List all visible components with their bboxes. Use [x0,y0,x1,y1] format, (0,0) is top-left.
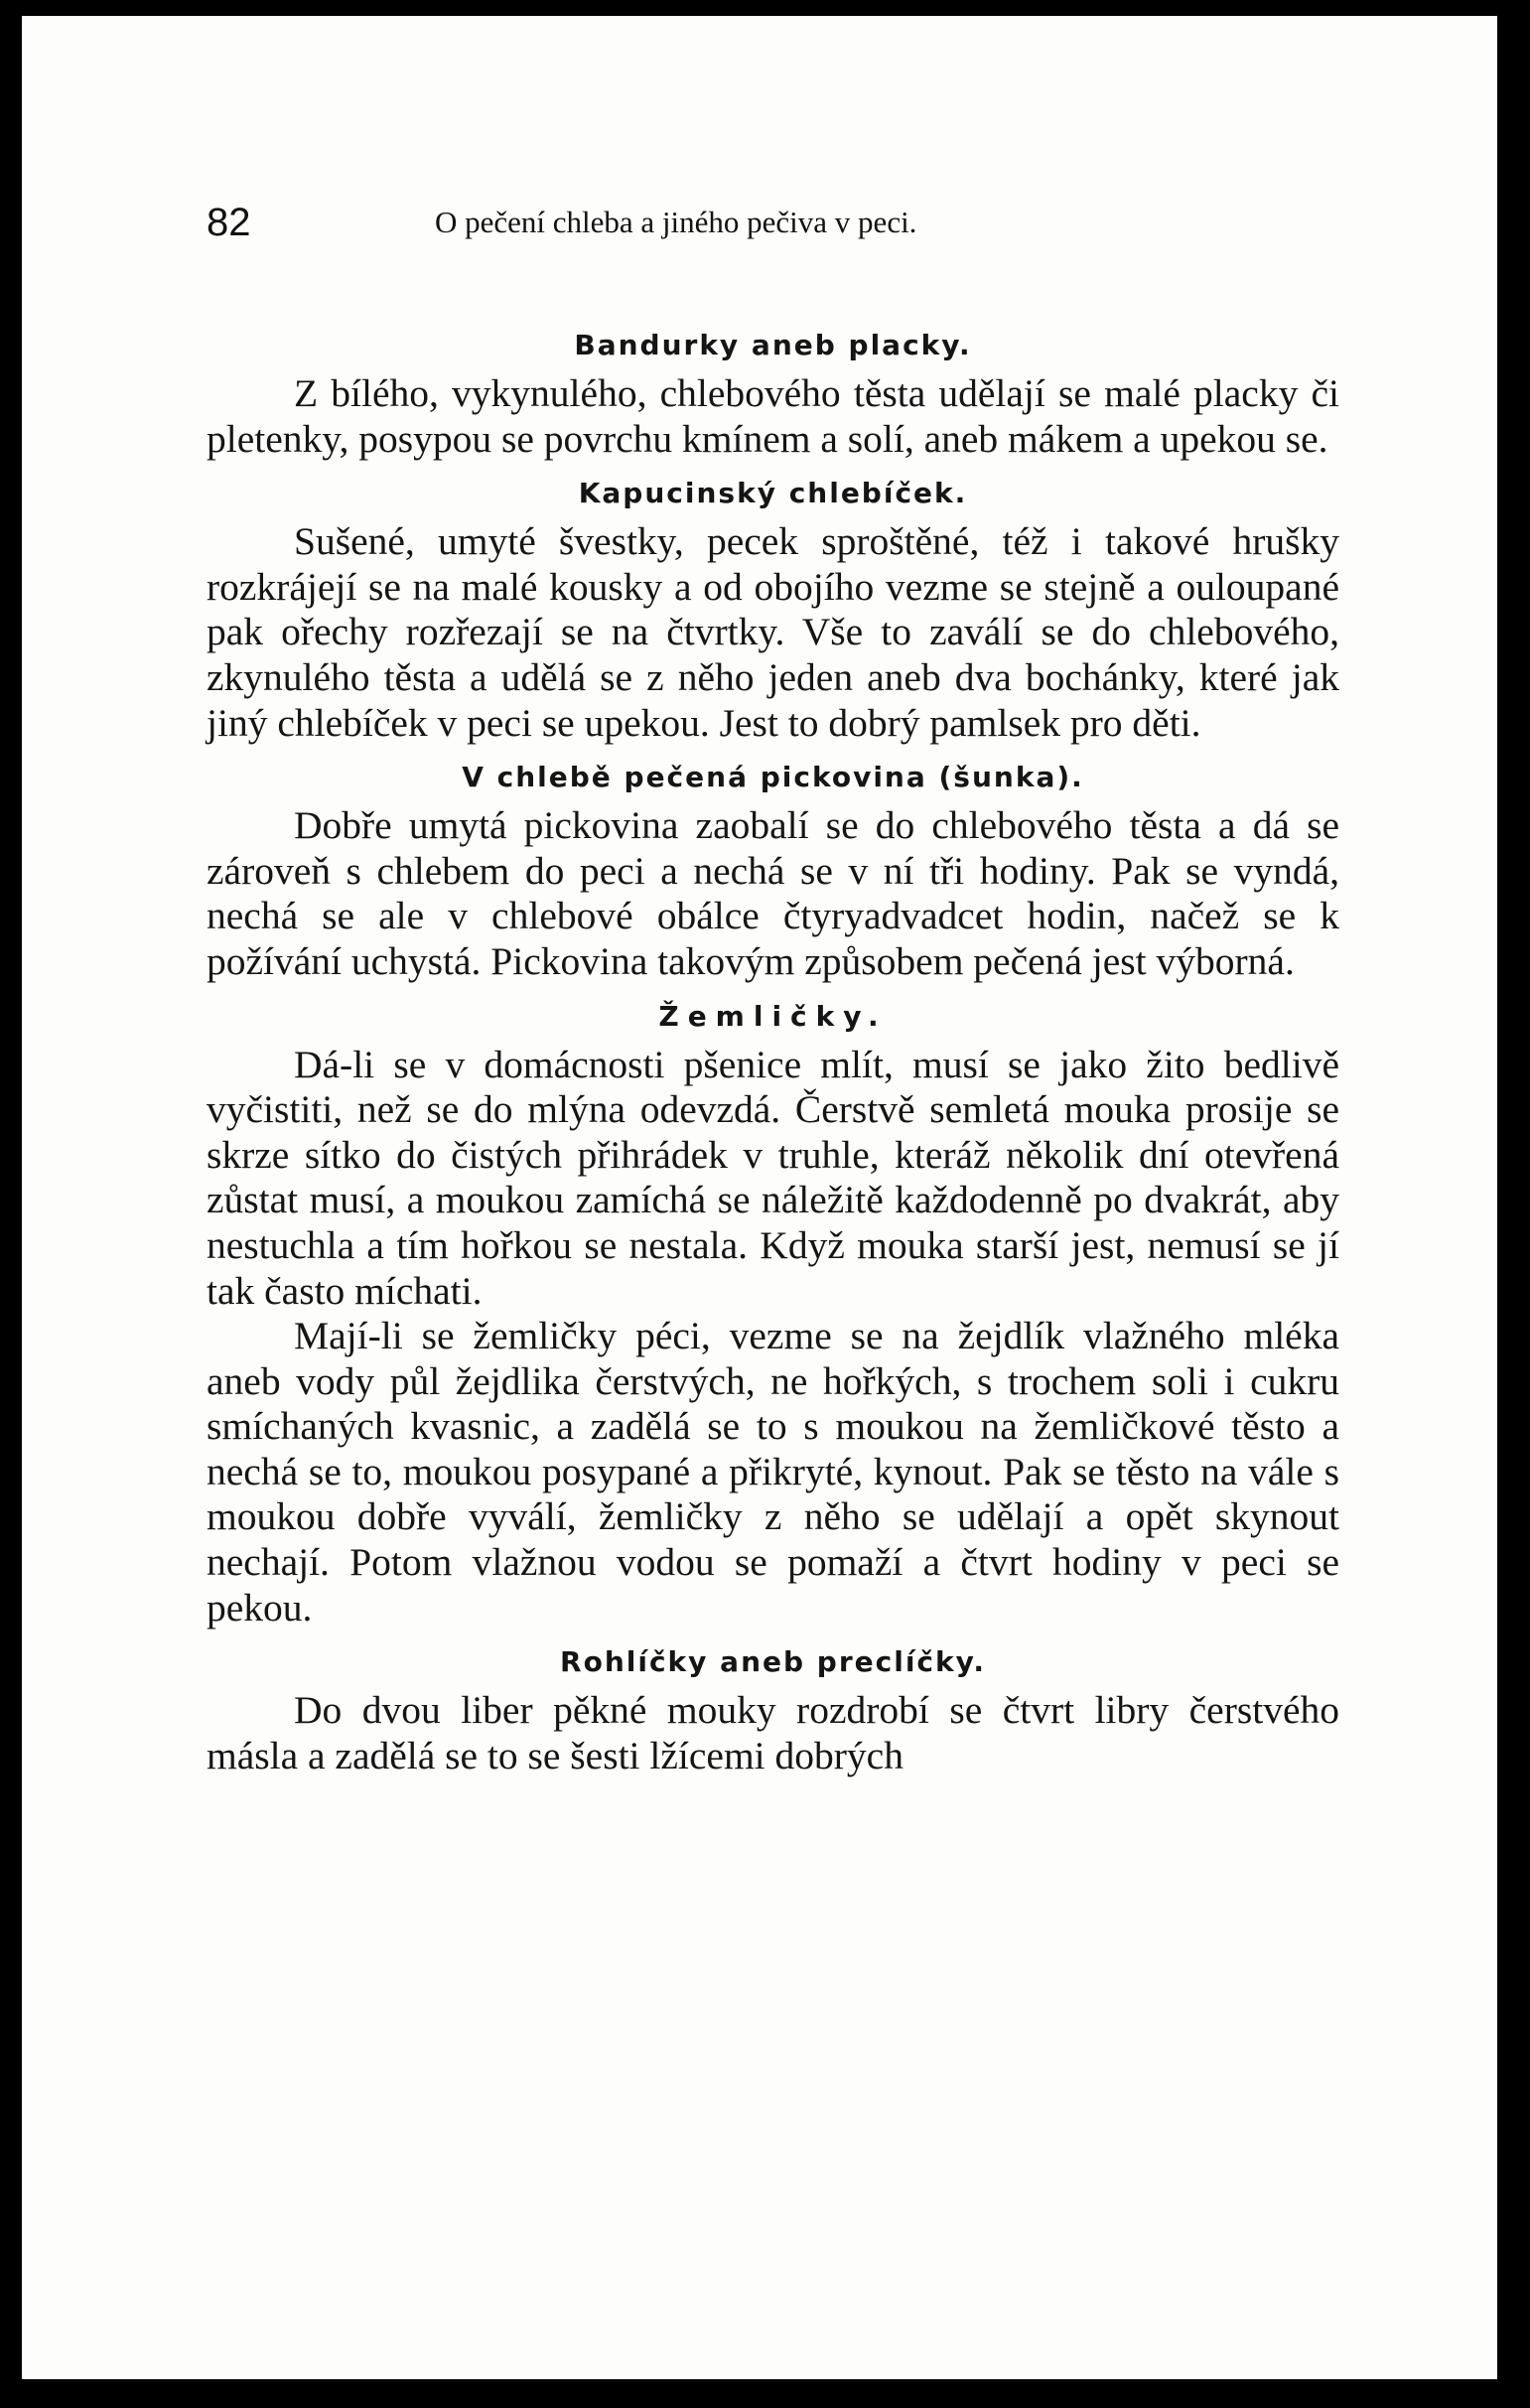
paragraph: Do dvou liber pěkné mouky rozdrobí se čtvrt libry čerstvého másla a zadělá se to se šesti lžícemi dobrých [207,1688,1339,1777]
book-page [22,16,1497,2379]
page-header [207,195,1338,254]
paragraph: Dobře umytá pickovina zaobalí se do chlebového těsta a dá se zároveň s chlebem do peci a nechá se v ní tři hodiny. Pak se vyndá, nechá se ale v chlebové obálce čtyryadvadcet hodin, načež se k požívání uchystá. Pickovina takovým způsobem pečená jest výborná. [207,803,1339,983]
page-number: 82 [207,201,251,244]
running-title: O pečení chleba a jiného pečiva v peci. [435,205,917,239]
paragraph: Dá-li se v domácnosti pšenice mlít, musí se jako žito bedlivě vyčistiti, než se do mlýna odevzdá. Čerstvě semletá mouka prosije se skrze sítko do čistých přihrádek v truhle, kteráž několik dní otevřená zůstat musí, a moukou zamíchá se náležitě každodenně po dvakrát, aby nestuchla a tím hořkou se nestala. Když mouka starší jest, nemusí se jí tak často míchati. [207,1042,1339,1313]
section-heading-kapucinsky: Kapucinský chlebíček. [578,477,968,510]
section-heading-bandurky: Bandurky aneb placky. [574,329,972,361]
section-heading-zemlicky: Žemličky. [658,999,888,1033]
paragraph: Mají-li se žemličky péci, vezme se na žejdlík vlažného mléka aneb vody půl žejdlika čerstvých, ne hořkých, s trochem soli i cukru smíchaných kvasnic, a zadělá se to s moukou na žemličkové těsto a nechá se to, moukou posypané a přikryté, kynout. Pak se těsto na vále s moukou dobře vyválí, žemličky z něho se udělají a opět skynout nechají. Potom vlažnou vodou se pomaží a čtvrt hodiny v peci se pekou. [207,1314,1339,1629]
section-heading-pickovina: V chlebě pečená pickovina (šunka). [462,761,1084,794]
paragraph: Z bílého, vykynulého, chlebového těsta udělají se malé placky či pletenky, posypou se povrchu kmínem a solí, aneb mákem a upekou se. [207,371,1339,461]
section-heading-rohlicky: Rohlíčky aneb preclíčky. [560,1645,986,1679]
paragraph: Sušené, umyté švestky, pecek sproštěné, též i takové hrušky rozkrájejí se na malé kousky a od obojího vezme se stejně a ouloupané pak ořechy rozřezají se na čtvrtky. Vše to zaválí se do chlebového, zkynulého těsta a udělá se z něho jeden aneb dva bochánky, které jak jiný chlebíček v peci se upekou. Jest to dobrý pamlsek pro děti. [207,519,1339,745]
page-body [207,306,1339,1778]
